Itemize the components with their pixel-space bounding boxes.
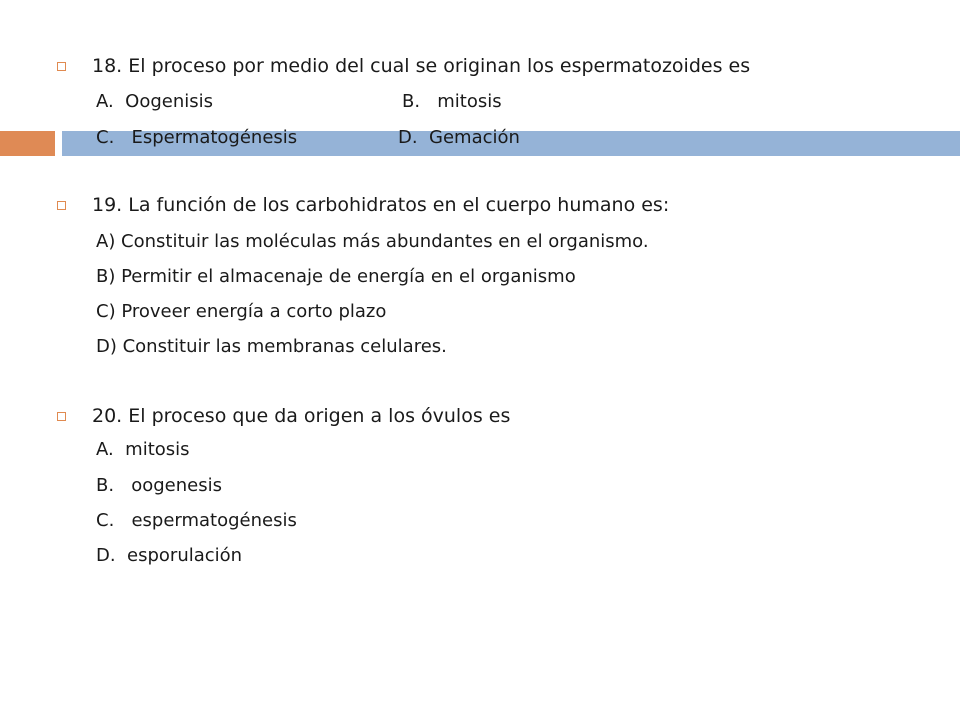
bullet-square-icon bbox=[57, 412, 66, 421]
question-20: 20. El proceso que da origen a los óvulos es bbox=[92, 405, 511, 427]
q19-option-a: A) Constituir las moléculas más abundantes en el organismo. bbox=[96, 231, 649, 252]
q18-option-c: C. Espermatogénesis bbox=[96, 127, 298, 148]
q19-option-b: B) Permitir el almacenaje de energía en el organismo bbox=[96, 266, 576, 287]
q20-option-a: A. mitosis bbox=[96, 439, 190, 460]
q20-option-c: C. espermatogénesis bbox=[96, 510, 297, 531]
q20-option-b: B. oogenesis bbox=[96, 475, 222, 496]
q20-option-d: D. esporulación bbox=[96, 545, 243, 566]
q19-option-d: D) Constituir las membranas celulares. bbox=[96, 336, 447, 357]
bullet-square-icon bbox=[57, 62, 66, 71]
question-19: 19. La función de los carbohidratos en el cuerpo humano es: bbox=[92, 194, 670, 216]
accent-bar-orange bbox=[0, 131, 55, 156]
question-18: 18. El proceso por medio del cual se originan los espermatozoides es bbox=[92, 55, 751, 77]
q18-option-b: B. mitosis bbox=[402, 91, 502, 112]
q19-option-c: C) Proveer energía a corto plazo bbox=[96, 301, 387, 322]
q18-option-a: A. Oogenisis bbox=[96, 91, 214, 112]
q18-option-d: D. Gemación bbox=[398, 127, 520, 148]
bullet-square-icon bbox=[57, 201, 66, 210]
